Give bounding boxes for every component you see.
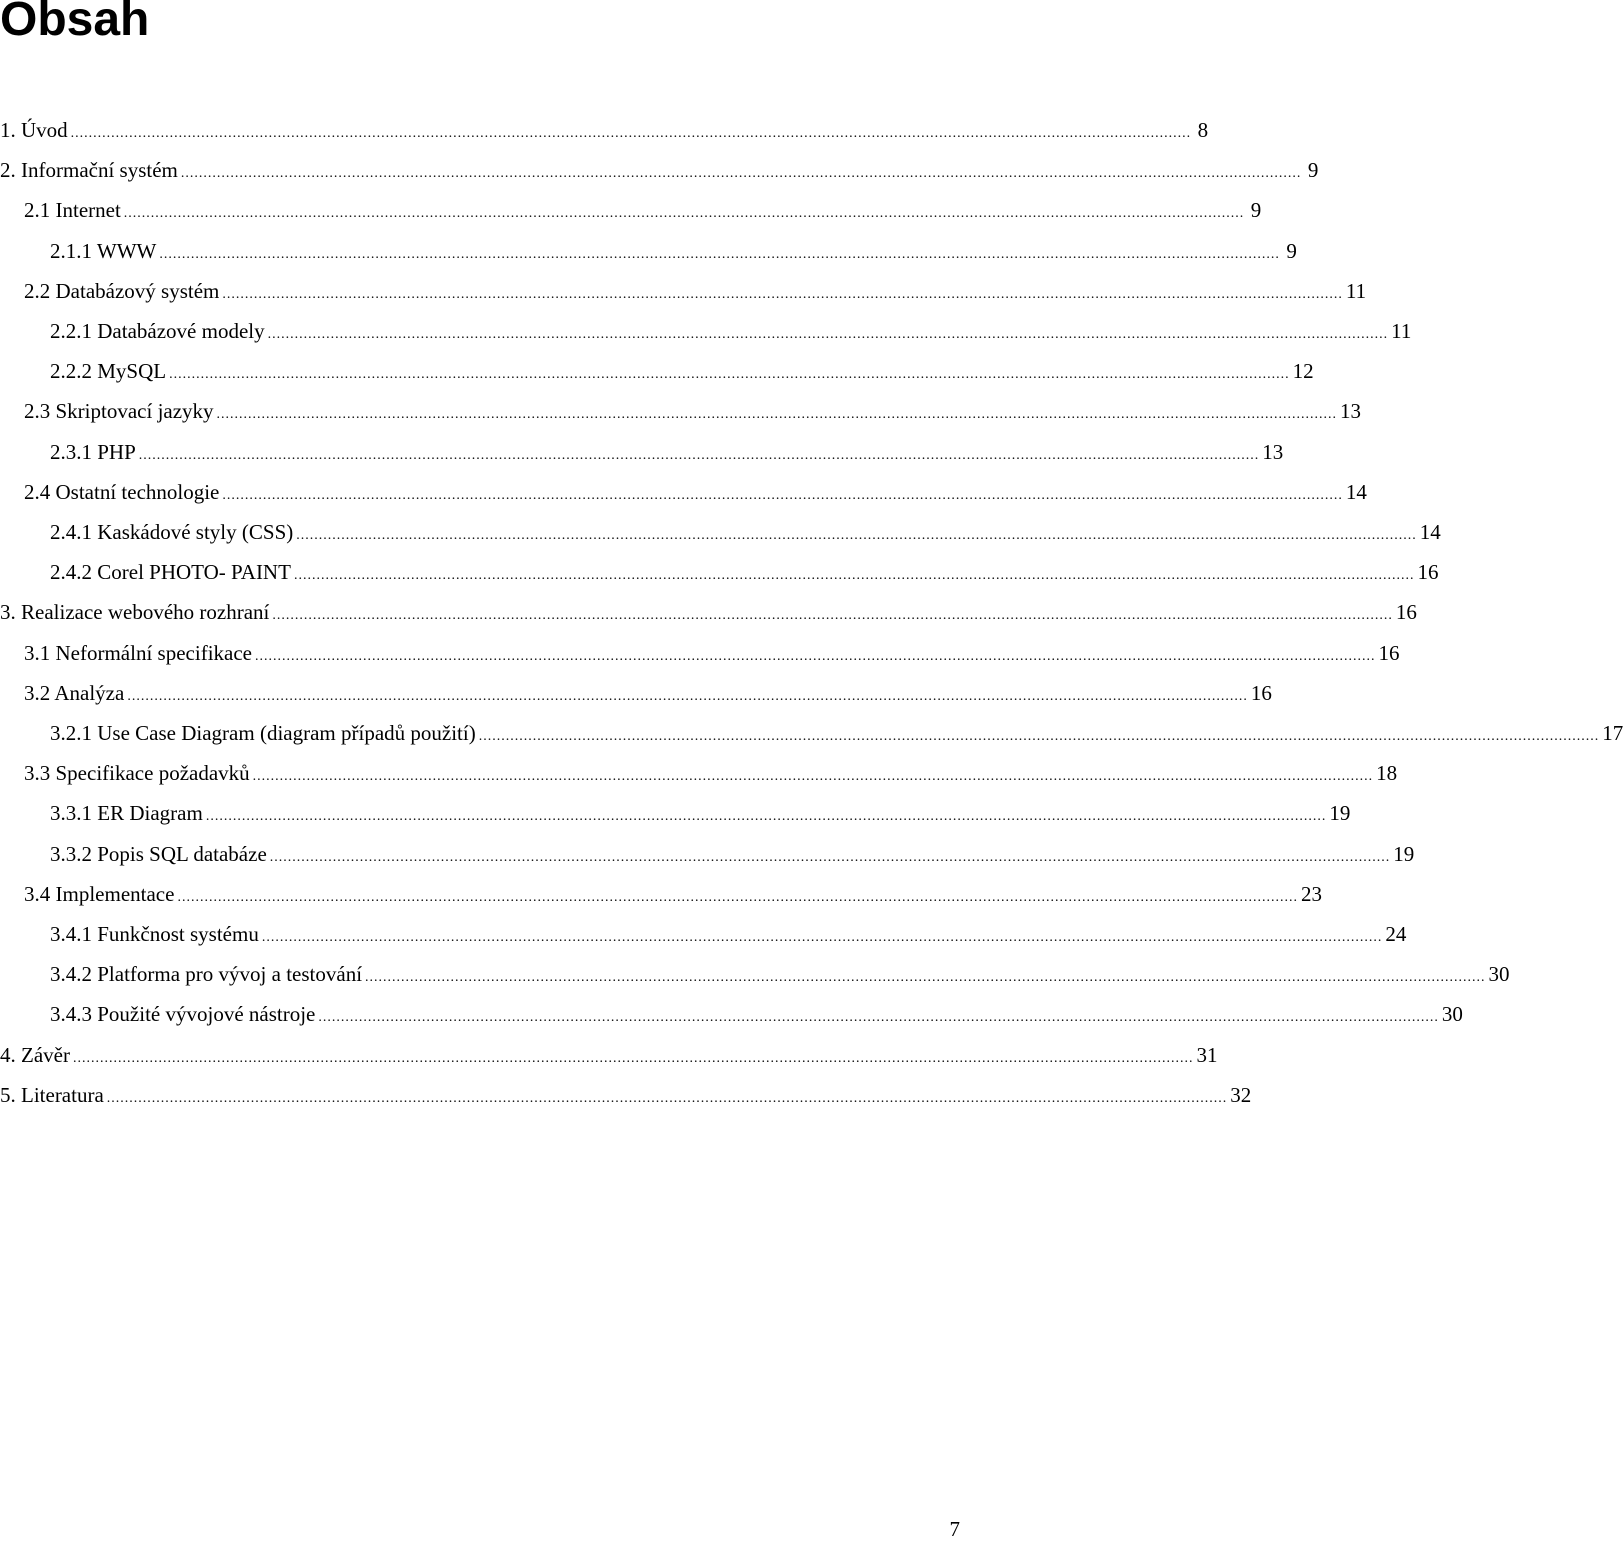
- toc-entry-label: 3.3 Specifikace požadavků: [24, 761, 250, 786]
- toc-leader-dots: [139, 432, 1260, 472]
- toc-entry-page: 24: [1385, 922, 1407, 946]
- toc-entry[interactable]: [0, 874, 1322, 914]
- toc-entry-label: 2.4.2 Corel PHOTO- PAINT: [50, 560, 291, 585]
- toc-entry[interactable]: [0, 994, 1463, 1034]
- toc-leader-dots: [253, 753, 1374, 793]
- toc-entry[interactable]: [0, 914, 1407, 954]
- toc-entry-label: 2.1 Internet: [24, 198, 121, 223]
- toc-entry-label: 2.4.1 Kaskádové styly (CSS): [50, 520, 294, 544]
- toc-entry-label: 5. Literatura: [0, 1082, 104, 1107]
- toc-entry-page: 14: [1419, 520, 1441, 544]
- toc-entry[interactable]: [0, 713, 1623, 753]
- toc-entry-label: 1. Úvod: [0, 118, 68, 142]
- toc-entry[interactable]: [0, 1075, 1252, 1115]
- toc-entry-page: 12: [1292, 359, 1314, 384]
- toc-entry[interactable]: [0, 753, 1398, 793]
- toc-entry-page: 17: [1602, 721, 1623, 745]
- toc-entry-label: 2.3.1 PHP: [50, 439, 136, 464]
- toc-leader-dots: [222, 271, 1343, 311]
- toc-entry-page: 19: [1393, 841, 1415, 866]
- toc-leader-dots: [270, 834, 1391, 874]
- toc-leader-dots: [255, 633, 1376, 673]
- toc-entry[interactable]: [0, 633, 1400, 673]
- toc-leader-dots: [222, 472, 1343, 512]
- toc-entry-page: 11: [1391, 319, 1412, 343]
- toc-entry-label: 3. Realizace webového rozhraní: [0, 600, 270, 625]
- toc-leader-dots: [107, 1075, 1228, 1115]
- toc-leader-dots: [159, 231, 1280, 271]
- toc-entry-label: 3.4.3 Použité vývojové nástroje: [50, 1002, 316, 1027]
- toc-leader-dots: [479, 713, 1600, 753]
- toc-entry-page: 14: [1345, 479, 1367, 504]
- toc-entry[interactable]: [0, 552, 1439, 592]
- toc-entry-label: 3.1 Neformální specifikace: [24, 640, 252, 665]
- toc-entry-label: 3.2.1 Use Case Diagram (diagram případů použití): [50, 721, 476, 745]
- toc-leader-dots: [294, 552, 1415, 592]
- toc-entry-page: 19: [1329, 801, 1351, 826]
- toc-leader-dots: [169, 351, 1290, 391]
- page-title: Obsah: [0, 0, 150, 46]
- toc-leader-dots: [296, 512, 1417, 552]
- toc-entry[interactable]: [0, 472, 1367, 512]
- toc-leader-dots: [127, 673, 1248, 713]
- page-number: 7: [949, 1517, 960, 1541]
- toc-entry-page: 30: [1441, 1002, 1463, 1027]
- toc-leader-dots: [365, 954, 1486, 994]
- toc-entry[interactable]: [0, 150, 1319, 190]
- toc-entry[interactable]: [0, 271, 1367, 311]
- toc-entry-label: 4. Závěr: [0, 1042, 70, 1067]
- toc-leader-dots: [71, 110, 1192, 150]
- toc-entry-page: 30: [1488, 962, 1510, 987]
- toc-leader-dots: [262, 914, 1383, 954]
- toc-entry-label: 3.3.1 ER Diagram: [50, 801, 203, 826]
- toc-entry[interactable]: [0, 231, 1297, 271]
- toc-entry[interactable]: [0, 110, 1209, 150]
- toc-entry[interactable]: [0, 190, 1262, 230]
- toc-entry[interactable]: [0, 311, 1412, 351]
- toc-leader-dots: [124, 190, 1245, 230]
- toc-entry-label: 3.2 Analýza: [24, 680, 125, 705]
- toc-entry-page: 23: [1300, 881, 1322, 906]
- toc-entry-label: 3.4.1 Funkčnost systému: [50, 922, 259, 946]
- toc-leader-dots: [177, 874, 1298, 914]
- toc-leader-dots: [217, 391, 1338, 431]
- toc-entry-page: 16: [1378, 640, 1400, 665]
- toc-entry-page: 13: [1262, 439, 1284, 464]
- toc-entry-label: 2.2 Databázový systém: [24, 278, 220, 303]
- toc-entry-label: 2.2.2 MySQL: [50, 359, 167, 384]
- toc-entry-page: 9: [1286, 238, 1297, 263]
- toc-entry[interactable]: [0, 592, 1417, 632]
- toc-leader-dots: [181, 150, 1302, 190]
- toc-entry[interactable]: [0, 673, 1272, 713]
- toc-entry-page: 9: [1250, 198, 1262, 223]
- toc-entry-page: 18: [1376, 761, 1398, 786]
- toc-leader-dots: [318, 994, 1439, 1034]
- toc-leader-dots: [272, 592, 1393, 632]
- toc-entry-label: 3.4 Implementace: [24, 881, 175, 906]
- toc-entry[interactable]: [0, 351, 1314, 391]
- toc-entry[interactable]: [0, 512, 1441, 552]
- toc-entry-page: 31: [1196, 1042, 1218, 1067]
- toc-entry-label: 2.2.1 Databázové modely: [50, 319, 265, 343]
- toc-entry[interactable]: [0, 1035, 1218, 1075]
- toc-entry[interactable]: [0, 954, 1510, 994]
- toc-entry-label: 3.4.2 Platforma pro vývoj a testování: [50, 962, 363, 987]
- toc-entry-label: 2.3 Skriptovací jazyky: [24, 399, 214, 424]
- toc-entry-page: 16: [1250, 680, 1272, 705]
- toc-leader-dots: [206, 793, 1327, 833]
- toc-entry[interactable]: [0, 432, 1284, 472]
- toc-leader-dots: [268, 311, 1389, 351]
- toc-entry-page: 32: [1230, 1082, 1252, 1107]
- toc-entry-page: 9: [1307, 158, 1319, 183]
- toc-entry-label: 2.4 Ostatní technologie: [24, 479, 220, 504]
- toc-entry[interactable]: [0, 793, 1351, 833]
- toc-entry[interactable]: [0, 834, 1415, 874]
- toc-entry-page: 13: [1340, 399, 1362, 424]
- toc-entry-page: 16: [1395, 600, 1417, 625]
- toc-entry-label: 3.3.2 Popis SQL databáze: [50, 841, 267, 866]
- toc-entry-label: 2.1.1 WWW: [50, 238, 157, 263]
- toc-entry-page: 16: [1417, 560, 1439, 585]
- toc-entry-page: 11: [1345, 278, 1367, 303]
- toc-entry-page: 8: [1197, 118, 1209, 142]
- toc-entry[interactable]: [0, 391, 1362, 431]
- toc-entry-label: 2. Informační systém: [0, 158, 178, 183]
- toc-leader-dots: [73, 1035, 1194, 1075]
